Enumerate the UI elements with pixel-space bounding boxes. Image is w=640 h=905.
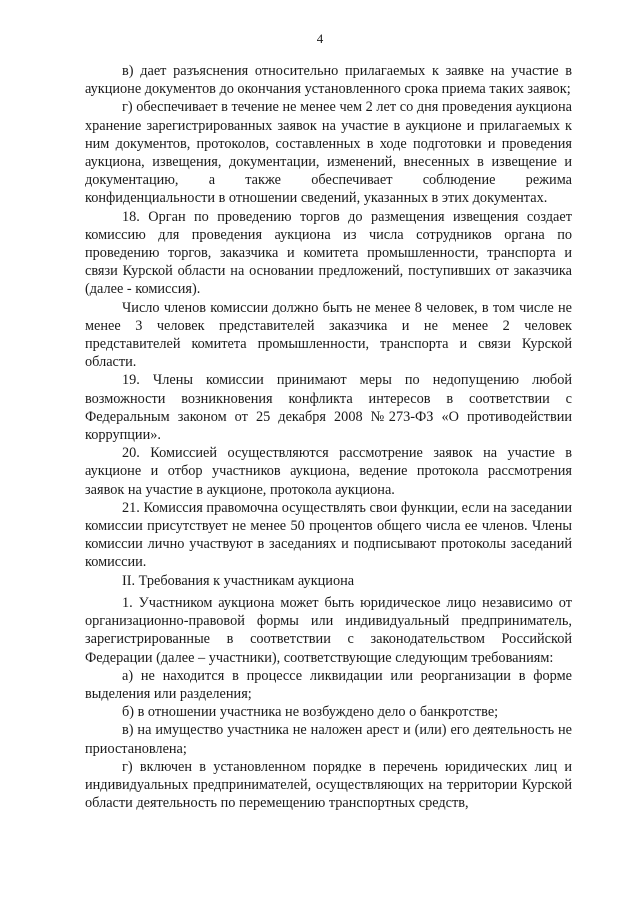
paragraph-requirement-a: а) не находится в процессе ликвидации или реорганизации в форме выделения или разделения; (85, 667, 572, 702)
paragraph-20: 20. Комиссией осуществляются рассмотрение заявок на участие в аукционе и отбор участников аукциона, ведение протокола рассмотрения заявок на участие в аукционе, протокола аукциона. (85, 445, 572, 498)
page-number: 4 (316, 31, 324, 46)
paragraph-requirement-g: г) включен в установленном порядке в перечень юридических лиц и индивидуальных предпринимателей, осуществляющих на территории Курской области деятельность по перемещению транспортных средств, (85, 758, 572, 812)
paragraph-requirement-1: 1. Участником аукциона может быть юридическое лицо независимо от организационно-правовой формы или индивидуальный предприниматель, зарегистрированные в соответствии с законодательством Российской Федерации (далее – участники), соответствующие следующим требованиям: (85, 594, 572, 666)
paragraph-commission-size: Число членов комиссии должно быть не менее 8 человек, в том числе не менее 3 человек представителей заказчика и не менее 2 человек представителей комитета промышленности, транспорта и связи Курской области. (85, 299, 572, 371)
paragraph-requirement-b: б) в отношении участника не возбуждено дело о банкротстве; (122, 704, 499, 721)
document-body (85, 62, 572, 812)
paragraph-21: 21. Комиссия правомочна осуществлять свои функции, если на заседании комиссии присутствует не менее 50 процентов общего числа ее членов. Члены комиссии лично участвуют в заседаниях и подписывают протоколы заседаний комиссии. (85, 499, 572, 571)
paragraph-18: 18. Орган по проведению торгов до размещения извещения создает комиссию для проведения аукциона из числа сотрудников органа по проведению торгов, заказчика и комитета промышленности, транспорта и связи Курской области на основании предложений, поступивших от заказчика (далее - комиссия). (85, 208, 572, 298)
paragraph-clause-g: г) обеспечивает в течение не менее чем 2 лет со дня проведения аукциона хранение зарегистрированных заявок на участие в аукционе и прилагаемых к ним документов, протоколов, составленных в ходе подготовки и проведения аукциона, извещения, документации, изменений, внесенных в извещение и документацию, а также обеспечивает соблюдение режима конфиденциальности в отношении сведений, указанных в этих документах. (85, 99, 572, 207)
paragraph-19: 19. Члены комиссии принимают меры по недопущению любой возможности возникновения конфликта интересов в соответствии с Федеральным законом от 25 декабря 2008 №273-ФЗ «О противодействии коррупции». (85, 372, 572, 444)
section-heading: II. Требования к участникам аукциона (122, 572, 355, 589)
paragraph-clause-v: в) дает разъяснения относительно прилагаемых к заявке на участие в аукционе документов до окончания установленного срока приема таких заявок; (85, 63, 572, 98)
paragraph-requirement-v: в) на имущество участника не наложен арест и (или) его деятельность не приостановлена; (85, 722, 572, 757)
